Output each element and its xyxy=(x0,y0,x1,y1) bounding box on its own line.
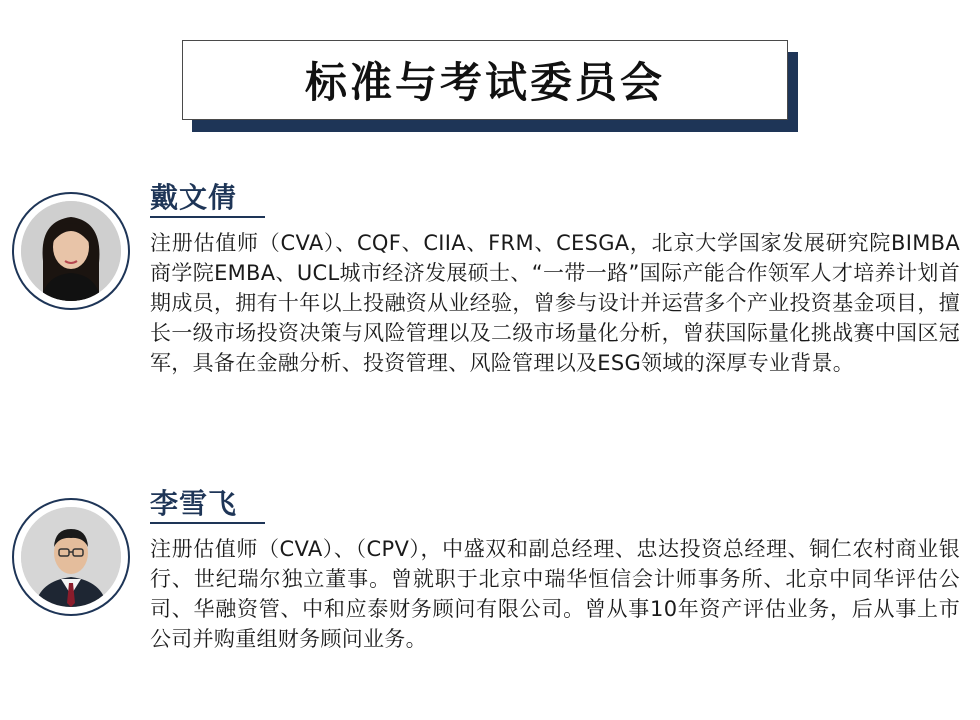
member-bio: 注册估值师（CVA）、（CPV），中盛双和副总经理、忠达投资总经理、铜仁农村商业银行、世纪瑞尔独立董事。曾就职于北京中瑞华恒信会计师事务所、北京中同华评估公司、华融资管、中和应泰财务顾问有限公司。曾从事10年资产评估业务，后从事上市公司并购重组财务顾问业务。 xyxy=(150,537,960,651)
portrait-man-icon xyxy=(21,507,121,607)
member-card xyxy=(0,476,980,706)
avatar-photo xyxy=(21,201,121,301)
title-banner-box xyxy=(182,40,788,120)
member-name: 李雪飞 xyxy=(150,487,238,520)
member-bio: 注册估值师（CVA）、CQF、CIIA、FRM、CESGA，北京大学国家发展研究院BIMBA商学院EMBA、UCL城市经济发展硕士、“一带一路”国际产能合作领军人才培养计划首期成员，拥有十年以上投融资从业经验，曾参与设计并运营多个产业投资基金项目，擅长一级市场投资决策与风险管理以及二级市场量化分析，曾获国际量化挑战赛中国区冠军，具备在金融分析、投资管理、风险管理以及ESG领域的深厚专业背景。 xyxy=(150,231,960,375)
name-underline xyxy=(150,522,265,524)
member-card xyxy=(0,170,980,435)
page-title: 标准与考试委员会 xyxy=(304,58,665,107)
member-name: 戴文倩 xyxy=(150,181,238,214)
avatar-photo xyxy=(21,507,121,607)
section-title-banner xyxy=(182,40,798,132)
name-underline xyxy=(150,216,265,218)
avatar xyxy=(12,498,130,616)
portrait-woman-icon xyxy=(21,201,121,301)
avatar xyxy=(12,192,130,310)
